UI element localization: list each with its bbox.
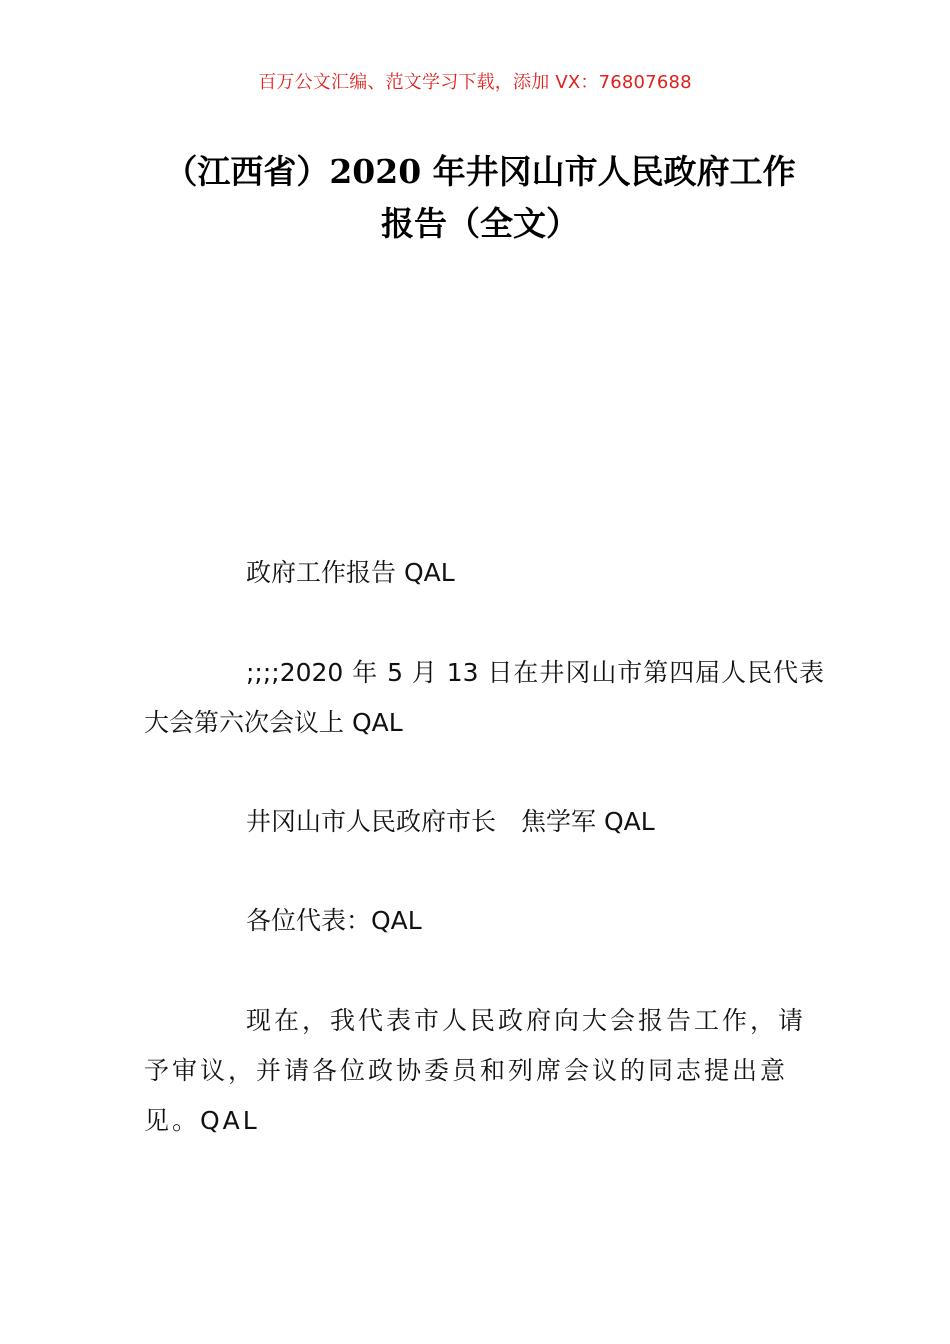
paragraph-salutation: 各位代表：QAL <box>246 906 422 935</box>
paragraph-opening: 现在，我代表市人民政府向大会报告工作，请予审议，并请各位政协委员和列席会议的同志提出意见。QAL <box>144 1006 807 1135</box>
header-promo-note: 百万公文汇编、范文学习下载，添加 VX：76807688 <box>258 72 692 93</box>
paragraph-mayor: 井冈山市人民政府市长 焦学军 QAL <box>246 807 655 836</box>
document-title <box>140 146 820 250</box>
paragraph-meeting-info: ;;;;2020 年 5 月 13 日在井冈山市第四届人民代表大会第六次会议上 QAL <box>144 658 824 737</box>
title-line-2: 报告（全文） <box>381 204 579 243</box>
title-line-1: （江西省）2020 年井冈山市人民政府工作 <box>164 152 796 191</box>
paragraph-report-heading: 政府工作报告 QAL <box>246 558 455 587</box>
